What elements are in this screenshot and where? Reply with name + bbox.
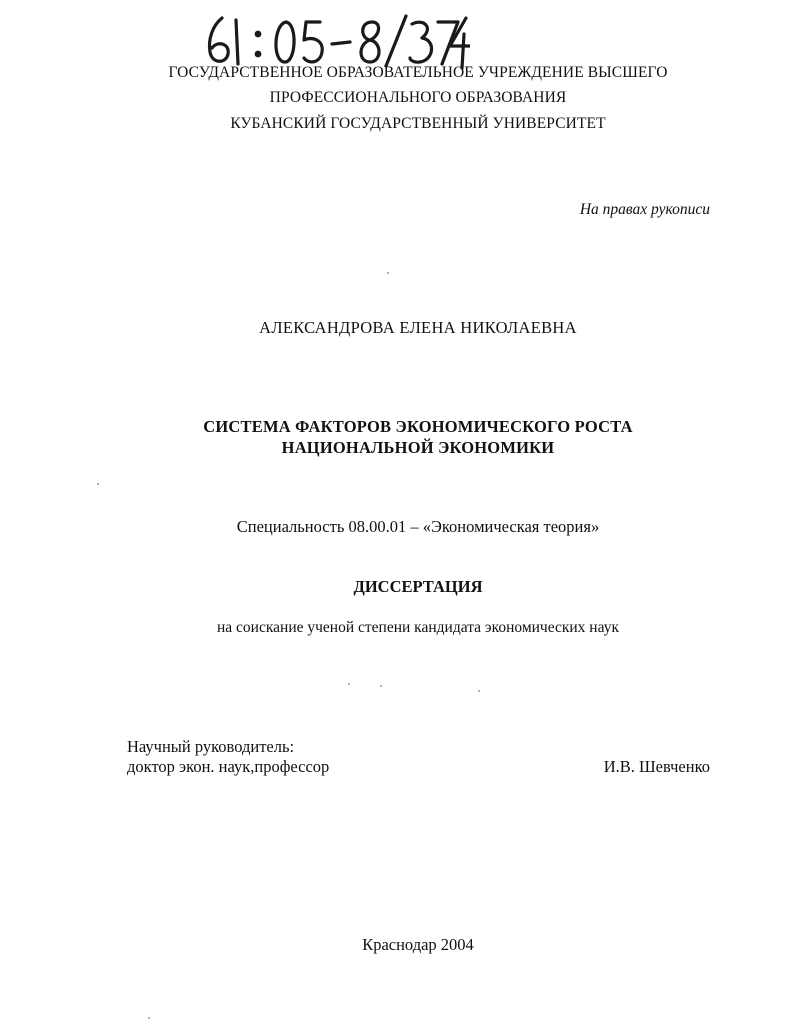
dissertation-title-line-1: СИСТЕМА ФАКТОРОВ ЭКОНОМИЧЕСКОГО РОСТА <box>203 417 633 436</box>
city-year: Краснодар 2004 <box>362 935 474 954</box>
supervisor-label: Научный руководитель: <box>127 737 295 756</box>
institution-line-1: ГОСУДАРСТВЕННОЕ ОБРАЗОВАТЕЛЬНОЕ УЧРЕЖДЕНИЕ ВЫСШЕГО <box>168 64 668 81</box>
document-type: ДИССЕРТАЦИЯ <box>353 577 483 596</box>
supervisor-title: доктор экон. наук,профессор <box>127 757 330 776</box>
dissertation-title-line-2: НАЦИОНАЛЬНОЙ ЭКОНОМИКИ <box>281 438 555 457</box>
scan-speck <box>348 683 350 685</box>
specialty: Специальность 08.00.01 – «Экономическая теория» <box>236 517 600 536</box>
institution-line-2: ПРОФЕССИОНАЛЬНОГО ОБРАЗОВАНИЯ <box>269 89 567 106</box>
scan-speck <box>478 690 480 692</box>
degree-line: на соискание ученой степени кандидата экономических наук <box>217 619 619 636</box>
supervisor-name: И.В. Шевченко <box>603 757 710 776</box>
scan-speck <box>97 483 99 485</box>
manuscript-note: На правах рукописи <box>579 201 710 218</box>
scan-speck <box>387 272 389 274</box>
author-name: АЛЕКСАНДРОВА ЕЛЕНА НИКОЛАЕВНА <box>259 318 577 337</box>
institution-line-3: КУБАНСКИЙ ГОСУДАРСТВЕННЫЙ УНИВЕРСИТЕТ <box>230 115 606 132</box>
scan-speck <box>380 685 382 687</box>
handwritten-catalog-number <box>200 12 470 70</box>
handwritten-number-drawing <box>200 12 470 70</box>
scan-speck <box>148 1017 150 1019</box>
